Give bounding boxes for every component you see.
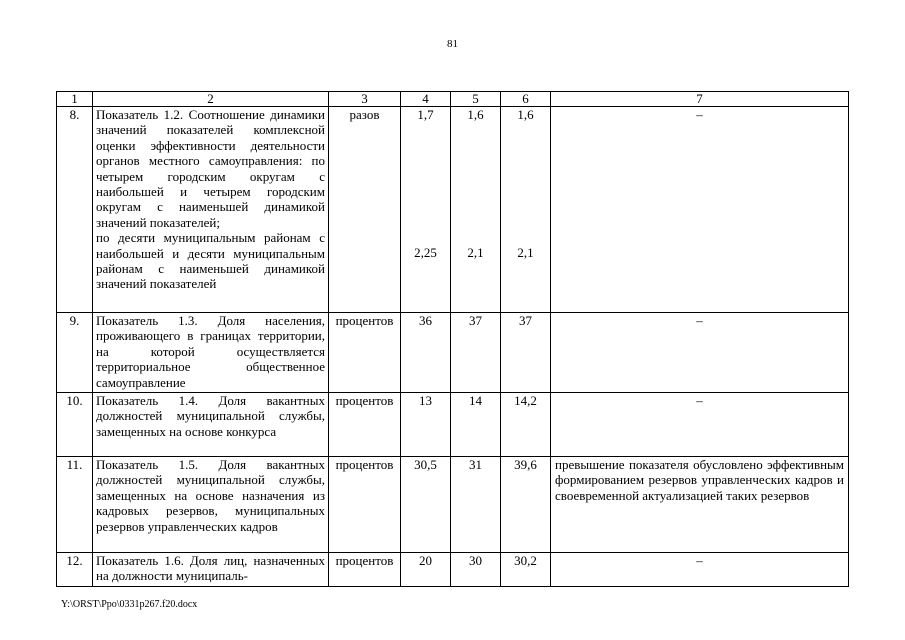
row-number: 12. <box>57 553 93 587</box>
value-col6 <box>501 107 551 313</box>
unit: разов <box>329 107 401 313</box>
unit: процентов <box>329 457 401 553</box>
row-number: 9. <box>57 313 93 393</box>
value: 2,1 <box>517 245 534 261</box>
unit: процентов <box>329 553 401 587</box>
indicator-name <box>93 107 329 313</box>
value-col4: 30,5 <box>401 457 451 553</box>
column-header: 5 <box>451 92 501 107</box>
value-col6: 30,2 <box>501 553 551 587</box>
table-row <box>57 457 849 553</box>
note: – <box>551 107 849 313</box>
indicator-name: Показатель 1.5. Доля вакантных должностей муниципальной службы, замещенных на основе назначения из кадровых резервов, муниципальных резервов управленческих кадров <box>93 457 329 553</box>
value-col5: 14 <box>451 393 501 457</box>
value: 1,6 <box>517 107 534 122</box>
column-header: 2 <box>93 92 329 107</box>
indicator-table <box>56 91 849 587</box>
unit: процентов <box>329 393 401 457</box>
row-number: 8. <box>57 107 93 313</box>
note: – <box>551 393 849 457</box>
column-header: 3 <box>329 92 401 107</box>
column-header: 7 <box>551 92 849 107</box>
value-col5 <box>451 107 501 313</box>
value-col5: 30 <box>451 553 501 587</box>
column-header: 4 <box>401 92 451 107</box>
table-header-row <box>57 92 849 107</box>
value: 1,6 <box>467 107 484 122</box>
row-number: 10. <box>57 393 93 457</box>
value-col4: 13 <box>401 393 451 457</box>
note: – <box>551 553 849 587</box>
note: – <box>551 313 849 393</box>
note: превышение показателя обусловлено эффективным формированием резервов управленческих кадров и своевременной актуализацией таких резервов <box>551 457 849 553</box>
table-row <box>57 393 849 457</box>
value: 1,7 <box>417 107 434 122</box>
column-header: 1 <box>57 92 93 107</box>
value: 2,25 <box>414 245 437 261</box>
indicator-name-part: Показатель 1.2. Соотношение динамики значений показателей комплексной оценки эффективности деятельности органов местного самоуправления: по четырем городским округам с наибольшей и четырем городским округам с наименьшей динамикой значений показателей; <box>96 107 325 230</box>
value-col5: 31 <box>451 457 501 553</box>
column-header: 6 <box>501 92 551 107</box>
value: 2,1 <box>467 245 484 261</box>
value-col4: 36 <box>401 313 451 393</box>
value-col6: 39,6 <box>501 457 551 553</box>
row-number: 11. <box>57 457 93 553</box>
value-col5: 37 <box>451 313 501 393</box>
table-row <box>57 313 849 393</box>
value-col4 <box>401 107 451 313</box>
indicator-name: Показатель 1.6. Доля лиц, назначенных на должности муниципаль- <box>93 553 329 587</box>
value-col6: 14,2 <box>501 393 551 457</box>
page-number: 81 <box>447 38 458 50</box>
table-row <box>57 107 849 313</box>
file-path-footer: Y:\ORST\Ppo\0331p267.f20.docx <box>61 599 198 610</box>
value-col6: 37 <box>501 313 551 393</box>
table-row <box>57 553 849 587</box>
unit: процентов <box>329 313 401 393</box>
indicator-name: Показатель 1.3. Доля населения, проживающего в границах территории, на которой осуществляется территориальное общественное самоуправление <box>93 313 329 393</box>
indicator-name-part: по десяти муниципальным районам с наибольшей и десяти муниципальным районам с наименьшей динамикой значений показателей <box>96 230 325 292</box>
value-col4: 20 <box>401 553 451 587</box>
indicator-name: Показатель 1.4. Доля вакантных должностей муниципальной службы, замещенных на основе конкурса <box>93 393 329 457</box>
